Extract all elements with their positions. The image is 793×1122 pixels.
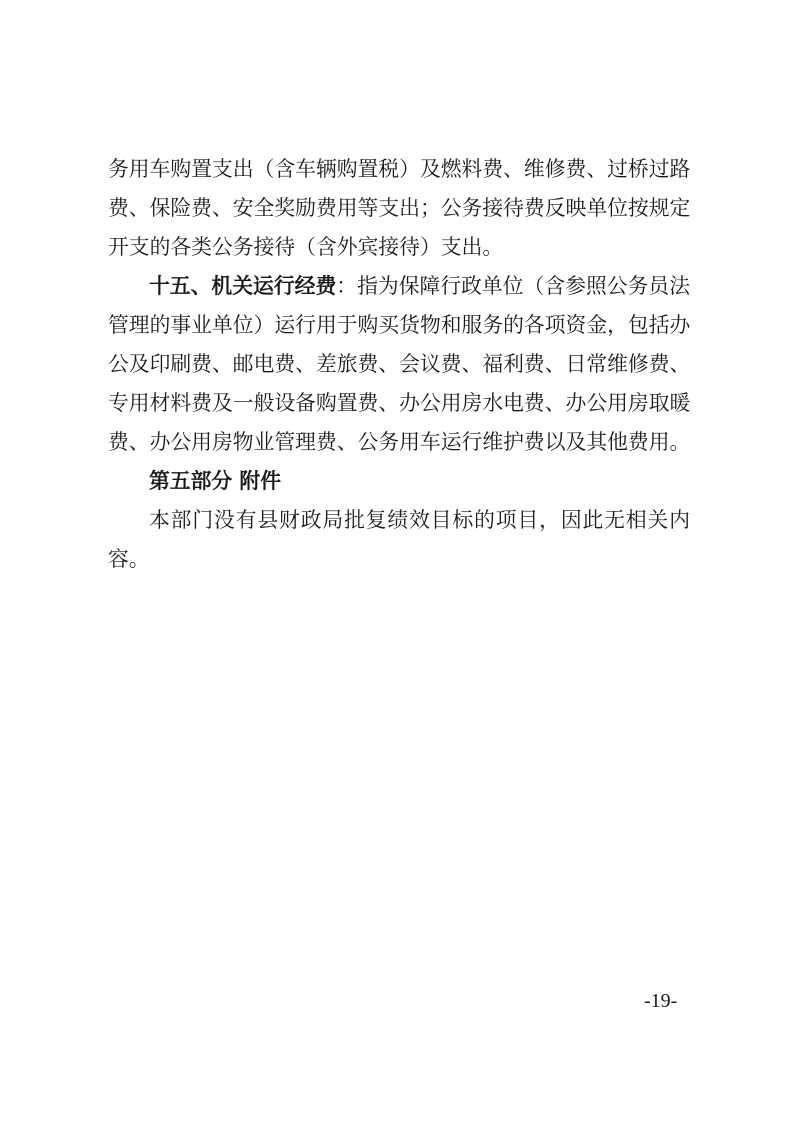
page-number: -19- xyxy=(644,990,678,1012)
part-5-heading: 第五部分 附件 xyxy=(149,469,282,493)
section-15-term: 十五、机关运行经费 xyxy=(149,274,337,298)
paragraph-line: 管理的事业单位）运行用于购买货物和服务的各项资金，包括办 xyxy=(108,313,691,337)
section-15-first-line xyxy=(108,267,690,306)
paragraph-line: 本部门没有县财政局批复绩效目标的项目，因此无相关内 xyxy=(149,508,690,532)
paragraph-line: 开支的各类公务接待（含外宾接待）支出。 xyxy=(108,235,504,259)
paragraph-line: 费、办公用房物业管理费、公务用车运行维护费以及其他费用。 xyxy=(108,430,691,454)
paragraph-line: 容。 xyxy=(108,547,150,571)
document-body xyxy=(108,150,690,579)
paragraph-line: 专用材料费及一般设备购置费、办公用房水电费、办公用房取暖 xyxy=(108,391,691,415)
paragraph-line: 公及印刷费、邮电费、差旅费、会议费、福利费、日常维修费、 xyxy=(108,352,691,376)
section-15-definition-start: ：指为保障行政单位（含参照公务员法 xyxy=(336,274,691,298)
paragraph-line: 务用车购置支出（含车辆购置税）及燃料费、维修费、过桥过路 xyxy=(108,157,691,181)
paragraph-line: 费、保险费、安全奖励费用等支出；公务接待费反映单位按规定 xyxy=(108,196,691,220)
